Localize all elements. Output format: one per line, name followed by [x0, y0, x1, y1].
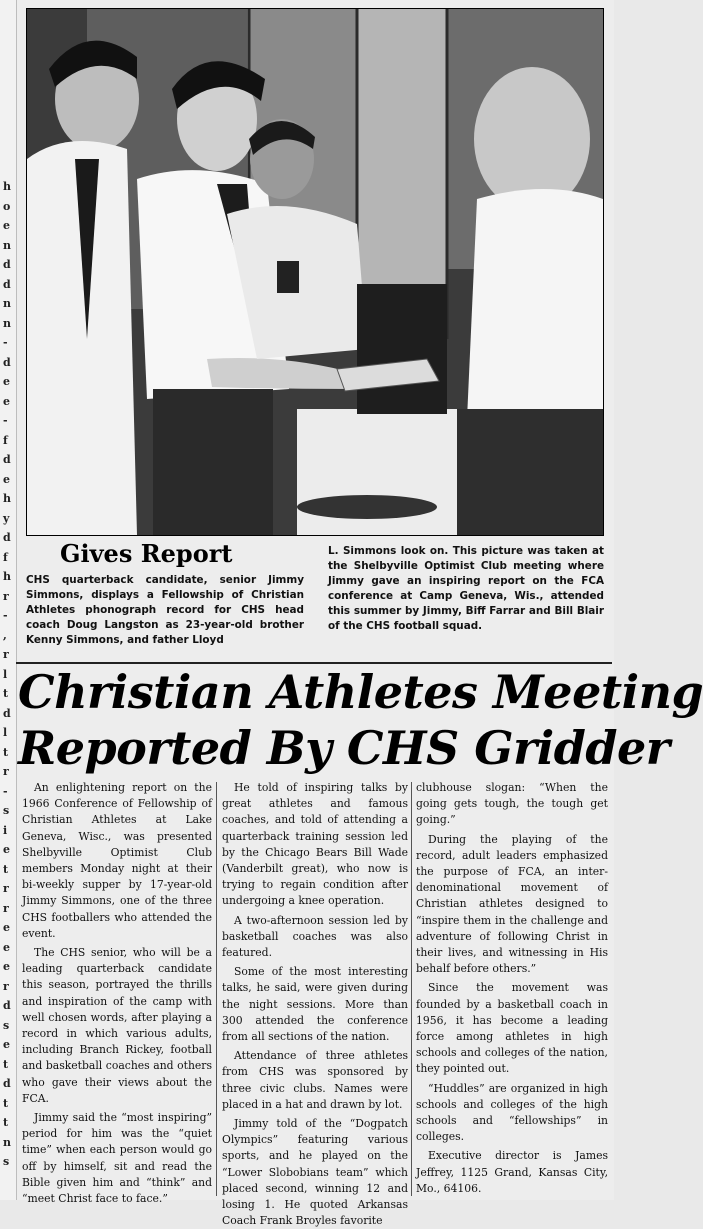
article-column-3	[416, 780, 608, 1198]
edge-letter: e	[3, 1038, 10, 1051]
article-column-2	[222, 780, 408, 1228]
edge-letter: h	[3, 180, 11, 193]
edge-letter: y	[3, 511, 10, 525]
edge-letter: s	[3, 804, 10, 817]
edge-letter: d	[3, 531, 11, 544]
edge-letter: d	[3, 1077, 11, 1090]
paragraph: Some of the most interesting talks, he said, were given during the night sessions. More than 300 attended the conference from all sections of the nation.	[222, 965, 408, 1044]
adjacent-column-fragment	[0, 0, 17, 1200]
column-divider	[411, 782, 412, 1196]
edge-letter: n	[3, 316, 11, 330]
edge-letter: e	[3, 472, 10, 486]
column-divider	[216, 782, 217, 1196]
edge-letter: s	[3, 1018, 10, 1032]
edge-letter: t	[3, 862, 9, 876]
edge-letter: d	[3, 999, 11, 1012]
edge-letter: -	[3, 336, 8, 349]
edge-letter: t	[3, 1096, 9, 1110]
paragraph: He told of inspiring talks by great athletes and famous coaches, and told of attending a quarterback training session led by the Chicago Bears Bill Wade (Vanderbilt great), who now is trying to regain condition after undergoing a knee operation.	[222, 781, 408, 908]
edge-letter: l	[3, 667, 8, 681]
edge-letter: e	[3, 219, 10, 232]
paragraph: Jimmy said the “most inspiring” period for him was the “quiet time” when each person would go off by himself, sit and read the Bible given him and “think” and “meet Christ face to face.”	[22, 1111, 212, 1206]
edge-letter: -	[3, 609, 8, 622]
edge-letter: t	[3, 687, 9, 700]
edge-letter: r	[3, 589, 9, 603]
edge-letter: n	[3, 297, 11, 310]
edge-letter: s	[3, 1155, 10, 1168]
edge-letter: i	[3, 823, 8, 837]
paragraph: An enlightening report on the 1966 Conference of Fellowship of Christian Athletes at Lake Geneva, Wisc., was presented Shelbyville Optimist Club members Monday night at their bi-weekly supper by 17-year-old Jimmy Simmons, one of the three CHS footballers who attended the event.	[22, 781, 212, 940]
edge-letter: e	[3, 960, 10, 973]
edge-letter: t	[3, 745, 9, 759]
edge-letter: e	[3, 921, 10, 934]
edge-letter: e	[3, 375, 10, 388]
edge-letter: d	[3, 355, 11, 369]
edge-letter: n	[3, 238, 11, 252]
article-headline	[18, 664, 703, 776]
edge-letter: t	[3, 1057, 9, 1071]
edge-letter: r	[3, 648, 9, 661]
paragraph: Since the movement was founded by a basketball coach in 1956, it has become a leading force among athletes in high schools and colleges of the nation, they pointed out.	[416, 981, 608, 1076]
caption-left-text: CHS quarterback candidate, senior Jimmy Simmons, displays a Fellowship of Christian Athletes phonograph record for CHS head coach Doug Langston as 23-year-old brother Kenny Simmons, and father Lloyd	[26, 574, 304, 646]
edge-letter: ,	[3, 628, 7, 642]
paragraph: The CHS senior, who will be a leading quarterback candidate this season, portrayed the thrills and inspiration of the camp with well chosen words, after playing a record in which various adults, including Branch Rickey, football and basketball coaches and others who gave their views about the FCA.	[22, 946, 212, 1105]
paragraph: Jimmy told of the “Dogpatch Olympics” featuring various sports, and he played on the “Lower Slobobians team” which placed second, winning 12 and losing 1. He quoted Arkansas Coach Frank Broyles favorite	[222, 1117, 408, 1228]
edge-letter: e	[3, 940, 10, 954]
paragraph: “Huddles” are organized in high schools and colleges of the high schools and “fellowships” in colleges.	[416, 1081, 608, 1144]
edge-letter: e	[3, 843, 10, 856]
headline-line-2: Reported By CHS Gridder	[18, 721, 670, 775]
edge-letter: d	[3, 277, 11, 291]
edge-letter: d	[3, 258, 11, 271]
caption-title: Gives Report	[60, 539, 233, 568]
edge-letter: o	[3, 199, 11, 213]
edge-letter: r	[3, 901, 9, 915]
edge-letter: f	[3, 433, 8, 447]
edge-letter: r	[3, 882, 9, 895]
edge-letter: e	[3, 394, 10, 408]
paragraph: Attendance of three athletes from CHS was sponsored by three civic clubs. Names were placed in a hat and drawn by lot.	[222, 1049, 408, 1111]
headline-line-1: Christian Athletes Meeting	[18, 665, 703, 719]
news-photo	[26, 8, 604, 536]
caption-right-text: L. Simmons look on. This picture was taken at the Shelbyville Optimist Club meeting where Jimmy gave an inspiring report on the FCA conference at Camp Geneva, Wis., attended this summer by Jimmy, Biff Farrar and Bill Blair of the CHS football squad.	[328, 545, 604, 632]
edge-letter: -	[3, 784, 8, 798]
article-column-1	[22, 780, 212, 1206]
edge-letter: f	[3, 550, 8, 564]
paragraph: A two-afternoon session led by basketball coaches was also featured.	[222, 913, 408, 960]
photo-illustration	[27, 9, 603, 535]
edge-letter: d	[3, 453, 11, 466]
edge-letter: r	[3, 765, 9, 778]
edge-letter: -	[3, 414, 8, 427]
edge-letter: d	[3, 706, 11, 720]
paragraph: clubhouse slogan: “When the going gets tough, the tough get going.”	[416, 781, 608, 827]
edge-letter: r	[3, 979, 9, 993]
paragraph: During the playing of the record, adult leaders emphasized the purpose of FCA, an inter-denominational movement of Christian athletes designed to “inspire them in the challenge and adventure of following Christ in their lives, and witnessing in His behalf before others.”	[416, 832, 608, 976]
edge-letter: t	[3, 1116, 9, 1129]
edge-letter: n	[3, 1135, 11, 1149]
paragraph: Executive director is James Jeffrey, 1125 Grand, Kansas City, Mo., 64106.	[416, 1149, 608, 1195]
edge-letter: l	[3, 726, 8, 739]
edge-letter: h	[3, 570, 11, 583]
edge-letter: h	[3, 492, 11, 505]
